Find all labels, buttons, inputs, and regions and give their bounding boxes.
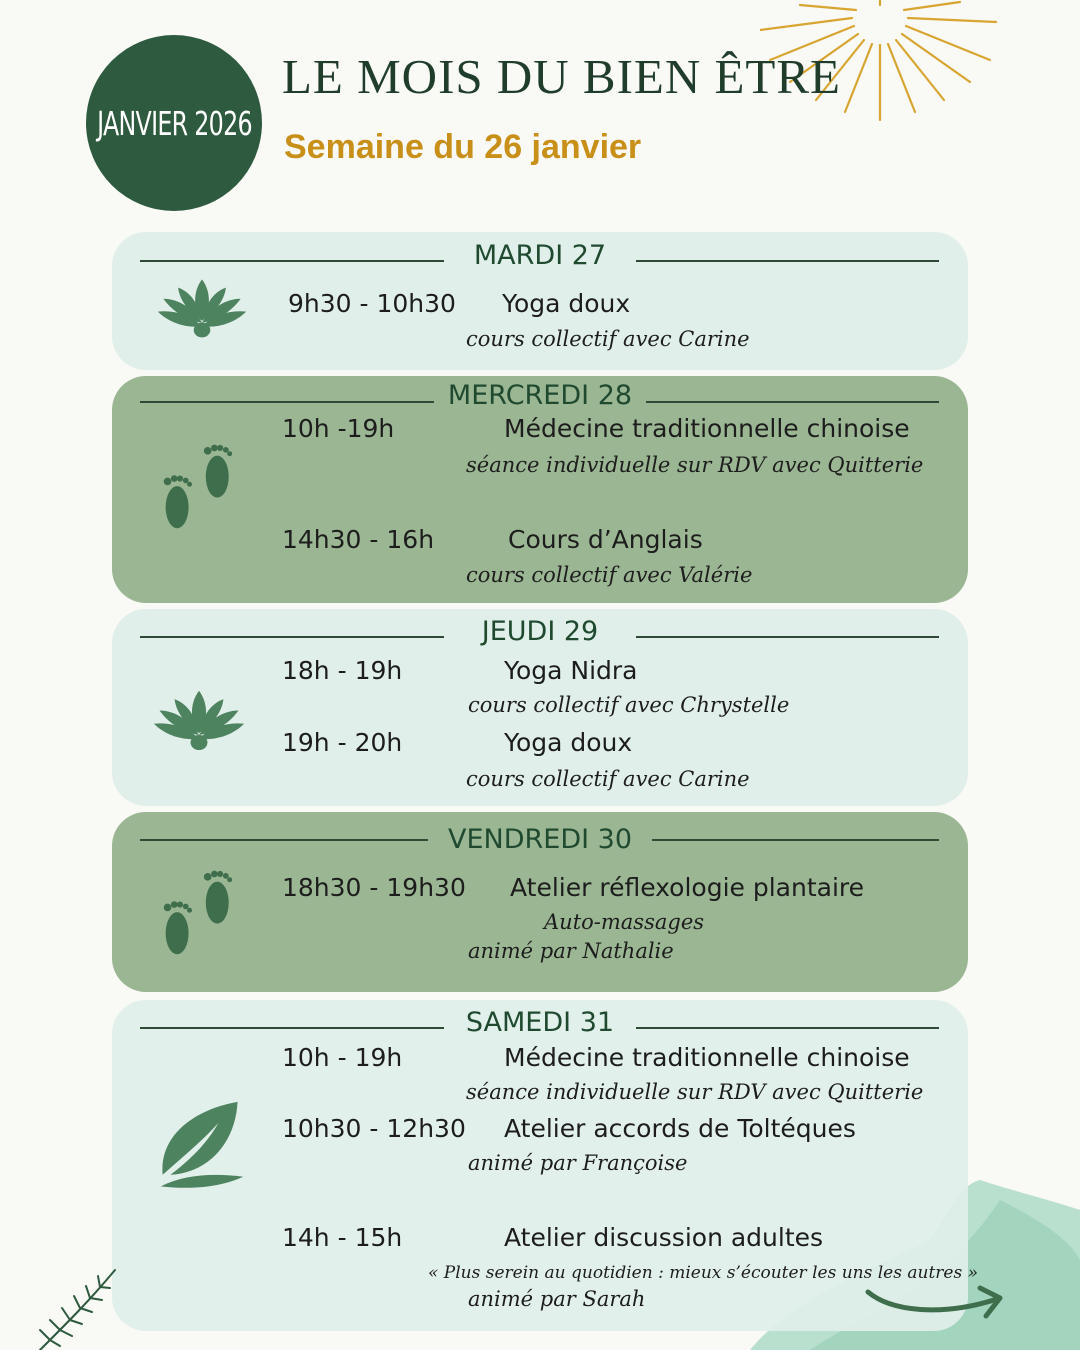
session-time: 19h - 20h <box>282 728 403 757</box>
month-badge <box>86 35 262 211</box>
day-card-mercredi <box>112 376 968 603</box>
page-title: LE MOIS DU BIEN ÊTRE <box>282 49 841 104</box>
session-details: animé par Sarah <box>468 1287 646 1311</box>
day-title: VENDREDI 30 <box>447 824 633 855</box>
session-time: 10h - 19h <box>282 1043 403 1072</box>
session-details: cours collectif avec Carine <box>466 327 750 351</box>
lotus-icon <box>156 274 248 340</box>
week-subtitle: Semaine du 26 janvier <box>284 128 642 166</box>
session-activity: Yoga Nidra <box>504 656 638 685</box>
day-card-jeudi <box>112 609 968 806</box>
divider-line <box>636 1027 939 1029</box>
session-time: 18h - 19h <box>282 656 403 685</box>
day-title: MERCREDI 28 <box>447 380 633 411</box>
session-details: animé par Françoise <box>468 1151 688 1175</box>
divider-line <box>652 839 939 841</box>
divider-line <box>636 636 939 638</box>
day-title: JEUDI 29 <box>481 616 599 647</box>
session-activity: Atelier discussion adultes <box>504 1223 824 1252</box>
day-title: MARDI 27 <box>473 240 607 271</box>
month-badge-label: JANVIER 2026 <box>96 103 252 143</box>
fern-leaf-icon <box>30 1260 130 1350</box>
day-card-mardi <box>112 232 968 370</box>
session-activity: Médecine traditionnelle chinoise <box>504 414 910 443</box>
divider-line <box>636 260 939 262</box>
session-time: 10h30 - 12h30 <box>282 1114 466 1143</box>
session-activity: Cours d’Anglais <box>508 525 703 554</box>
footprints-icon <box>158 868 244 964</box>
session-time: 9h30 - 10h30 <box>288 289 456 318</box>
day-card-samedi <box>112 1000 978 1331</box>
session-time: 10h -19h <box>282 414 395 443</box>
session-details: cours collectif avec Chrystelle <box>468 693 790 717</box>
session-details: cours collectif avec Carine <box>466 767 750 791</box>
session-time: 18h30 - 19h30 <box>282 873 466 902</box>
divider-line <box>140 260 444 262</box>
session-time: 14h30 - 16h <box>282 525 435 554</box>
session-activity: Atelier réflexologie plantaire <box>510 873 865 902</box>
divider-line <box>140 839 428 841</box>
curved-arrow-icon <box>862 1282 1012 1332</box>
day-title: SAMEDI 31 <box>465 1007 615 1038</box>
lotus-icon <box>152 685 246 753</box>
session-activity: Yoga doux <box>504 728 633 757</box>
footprints-icon <box>158 442 244 538</box>
divider-line <box>140 636 444 638</box>
session-details: cours collectif avec Valérie <box>466 563 753 587</box>
session-details: séance individuelle sur RDV avec Quitterie <box>466 1080 924 1104</box>
session-activity: Atelier accords de Toltéques <box>504 1114 856 1143</box>
divider-line <box>140 401 434 403</box>
session-activity: Médecine traditionnelle chinoise <box>504 1043 910 1072</box>
session-time: 14h - 15h <box>282 1223 403 1252</box>
session-details: Auto-massages <box>544 910 705 934</box>
session-details: séance individuelle sur RDV avec Quitterie <box>466 453 924 477</box>
day-card-vendredi <box>112 812 968 992</box>
session-quote: « Plus serein au quotidien : mieux s’écouter les uns les autres » <box>428 1263 978 1283</box>
divider-line <box>140 1027 444 1029</box>
leaf-icon <box>154 1098 252 1194</box>
session-details: animé par Nathalie <box>468 939 674 963</box>
session-activity: Yoga doux <box>502 289 631 318</box>
divider-line <box>646 401 939 403</box>
